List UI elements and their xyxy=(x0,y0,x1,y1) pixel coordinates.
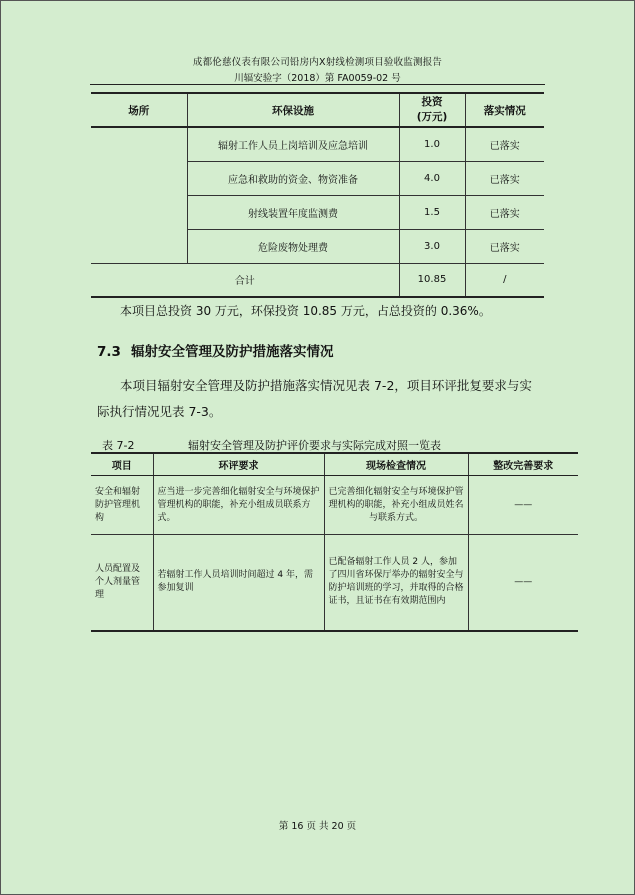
investment-cell: 1.0 xyxy=(399,127,465,161)
status-cell: 已落实 xyxy=(465,127,544,161)
col-header-requirement: 环评要求 xyxy=(153,453,324,476)
table-row xyxy=(91,127,544,161)
section-heading xyxy=(97,340,334,360)
col-header-investment: 投资 (万元) xyxy=(399,93,465,127)
facility-cell: 射线装置年度监测费 xyxy=(187,195,399,229)
site-cell xyxy=(91,127,187,263)
status-cell: 已落实 xyxy=(465,161,544,195)
total-label: 合计 xyxy=(91,263,399,297)
rectification-cell: —— xyxy=(468,535,578,631)
table-row xyxy=(91,476,578,535)
investment-table xyxy=(91,92,544,298)
requirement-cell: 若辐射工作人员培训时间超过 4 年，需参加复训 xyxy=(153,535,324,631)
section-number: 7.3 xyxy=(97,344,121,360)
col-header-site: 场所 xyxy=(91,93,187,127)
col-header-item: 项目 xyxy=(91,453,153,476)
paragraph-line-1: 本项目辐射安全管理及防护措施落实情况见表 7-2，项目环评批复要求与实 xyxy=(120,378,532,393)
investment-cell: 4.0 xyxy=(399,161,465,195)
report-header-title: 成都伦慈仪表有限公司铅房内X射线检测项目验收监测报告 xyxy=(192,57,443,68)
header-divider xyxy=(90,84,545,85)
item-cell: 安全和辐射防护管理机构 xyxy=(91,476,153,535)
status-cell: 已落实 xyxy=(465,229,544,263)
section-title: 辐射安全管理及防护措施落实情况 xyxy=(131,344,334,360)
paragraph-line-2: 际执行情况见表 7-3。 xyxy=(97,404,222,419)
col-header-inspection: 现场检查情况 xyxy=(324,453,468,476)
col-header-facility: 环保设施 xyxy=(187,93,399,127)
total-investment: 10.85 xyxy=(399,263,465,297)
caption-title: 辐射安全管理及防护评价要求与实际完成对照一览表 xyxy=(188,439,441,452)
total-row xyxy=(91,263,544,297)
item-cell: 人员配置及个人剂量管理 xyxy=(91,535,153,631)
investment-note: 本项目总投资 30 万元，环保投资 10.85 万元，占总投资的 0.36%。 xyxy=(120,304,491,318)
status-cell: 已落实 xyxy=(465,195,544,229)
total-status: / xyxy=(465,263,544,297)
caption-label: 表 7-2 xyxy=(102,439,135,452)
col-header-rectification: 整改完善要求 xyxy=(468,453,578,476)
requirement-cell: 应当进一步完善细化辐射安全与环境保护管理机构的职能，补充小组成员联系方式。 xyxy=(153,476,324,535)
facility-cell: 辐射工作人员上岗培训及应急培训 xyxy=(187,127,399,161)
table-caption xyxy=(102,437,441,453)
facility-cell: 危险废物处理费 xyxy=(187,229,399,263)
page-footer: 第 16 页 共 20 页 xyxy=(278,821,357,832)
inspection-cell: 已完善细化辐射安全与环境保护管理机构的职能，补充小组成员姓名与联系方式。 xyxy=(324,476,468,535)
report-header-number: 川辐安验字（2018）第 FA0059-02 号 xyxy=(234,73,401,84)
rectification-cell: —— xyxy=(468,476,578,535)
table-row xyxy=(91,535,578,631)
facility-cell: 应急和救助的资金、物资准备 xyxy=(187,161,399,195)
investment-cell: 1.5 xyxy=(399,195,465,229)
investment-cell: 3.0 xyxy=(399,229,465,263)
col-header-status: 落实情况 xyxy=(465,93,544,127)
safety-comparison-table xyxy=(91,452,578,632)
inspection-cell: 已配备辐射工作人员 2 人，参加了四川省环保厅举办的辐射安全与防护培训班的学习，并取得的合格证书，且证书在有效期范围内 xyxy=(324,535,468,631)
